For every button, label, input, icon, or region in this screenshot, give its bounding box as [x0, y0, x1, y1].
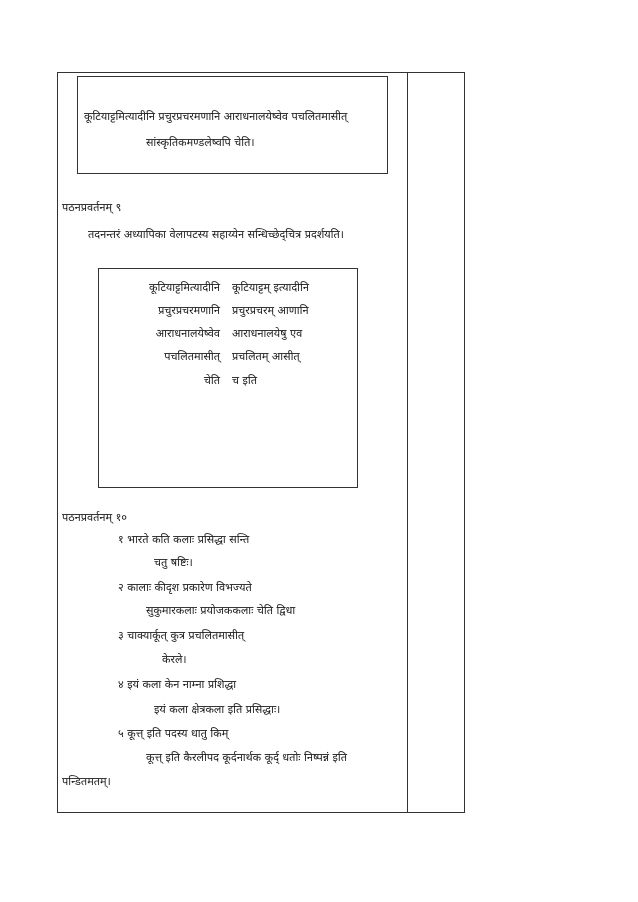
step9-heading: पठनप्रवर्तनम् ९	[62, 201, 122, 214]
table-left-border	[57, 72, 58, 813]
sandhi-word: प्रचुरप्रचरमणानि	[158, 304, 220, 317]
passage-line-1: कूटियाट्टमित्यादीनि प्रचुरप्रचरमणानि आराधनालयेष्वेव पचलितमासीत्	[84, 110, 348, 123]
sandhi-split: च इति	[232, 374, 258, 387]
question-2: २ कालाः कीदृश प्रकारेण विभज्यते	[118, 581, 252, 594]
answer-4: इयं कला क्षेत्रकला इति प्रसिद्धाः।	[154, 703, 281, 716]
sandhi-row	[124, 373, 257, 388]
sandhi-row	[124, 349, 300, 364]
sandhi-split: कूटियाट्टम् इत्यादीनि	[232, 281, 309, 294]
answer-1: चतु षष्टिः।	[154, 556, 193, 569]
sandhi-word: आराधनालयेष्वेव	[155, 327, 220, 340]
table-top-border	[57, 72, 465, 73]
sandhi-row	[124, 280, 309, 295]
sandhi-row	[124, 326, 302, 341]
sandhi-word: चेति	[203, 374, 220, 387]
answer-3: केरले।	[162, 653, 187, 666]
sandhi-row	[124, 303, 309, 318]
question-1: १ भारते कति कलाः प्रसिद्धा सन्ति	[118, 533, 250, 546]
question-5: ५ कूत्त् इति पदस्य धातु किम्	[118, 727, 229, 740]
sandhi-split: प्रचलितम् आसीत्	[232, 350, 300, 363]
question-3: ३ चाक्यार्कूत् कुत्र प्रचलितमासीत्	[118, 629, 245, 642]
sandhi-split: प्रचुरप्रचरम् आणानि	[232, 304, 309, 317]
sandhi-word: पचलितमासीत्	[164, 350, 220, 363]
step10-heading: पठनप्रवर्तनम् १०	[62, 511, 128, 524]
answer-5: कूत्त् इति कैरलीपद कूर्दनार्थक कूर्द् धतोः निष्पन्नं इति	[146, 751, 348, 764]
step9-intro: तदनन्तरं अध्यापिका वेलापटस्य सहाय्येन सन्धिच्छेद्चित्र प्रदर्शयति।	[88, 228, 344, 241]
sandhi-word: कूटियाट्टमित्यादीनि	[149, 281, 220, 294]
table-column-divider	[407, 72, 408, 813]
sandhi-split: आराधनालयेषु एव	[232, 327, 303, 340]
answer-2: सुकुमारकलाः प्रयोजककलाः चेति द्विधा	[146, 604, 296, 617]
answer-5-continued: पन्डितमतम्।	[62, 775, 111, 788]
table-right-border	[464, 72, 465, 813]
passage-line-2: सांस्कृतिकमण्डलेष्वपि चेति।	[146, 136, 255, 149]
passage-box	[77, 76, 388, 174]
question-4: ४ इयं कला केन नाम्ना प्रशिद्धा	[118, 678, 237, 691]
table-bottom-border	[57, 812, 465, 813]
